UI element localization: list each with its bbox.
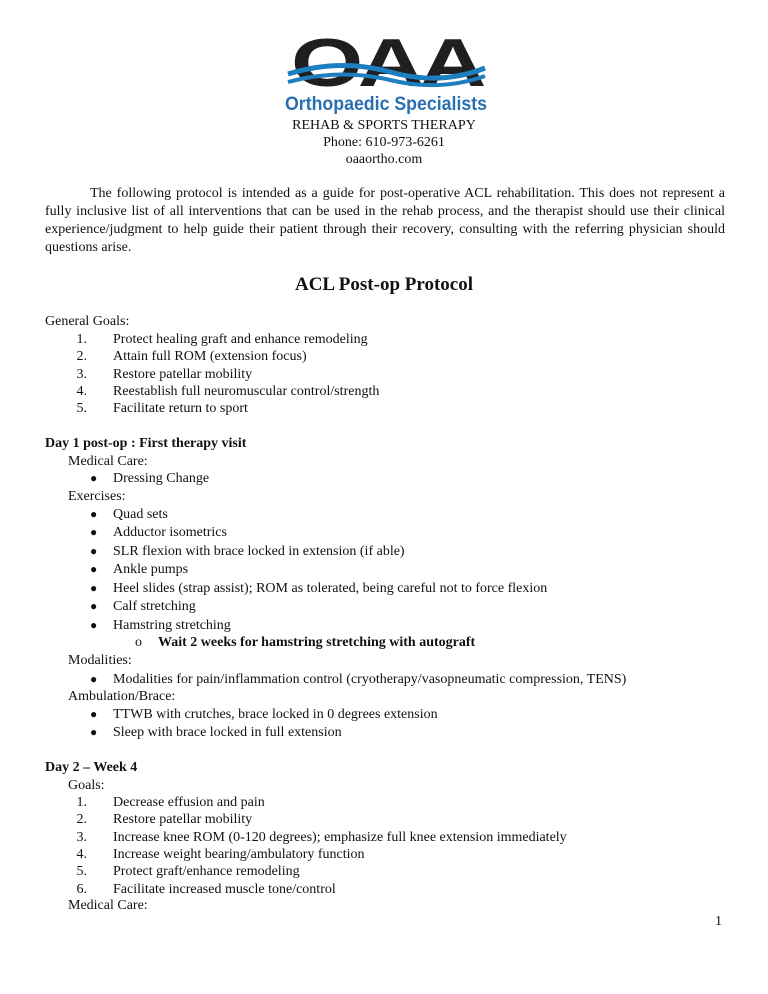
- list-item: ● Heel slides (strap assist); ROM as tolerated, being careful not to force flexion: [90, 581, 548, 596]
- list-item: 1. Decrease effusion and pain: [62, 794, 265, 811]
- list-item: ● Dressing Change: [90, 471, 210, 486]
- day1-modalities-heading: Modalities:: [68, 653, 132, 668]
- list-item: 6. Facilitate increased muscle tone/control: [62, 881, 336, 898]
- intro-paragraph: [45, 185, 725, 257]
- protocol-title: ACL Post-op Protocol: [294, 274, 474, 295]
- bullet-icon: ●: [90, 507, 98, 521]
- day1-exercises-heading: Exercises:: [68, 489, 126, 504]
- list-item: ● Hamstring stretching: [90, 618, 231, 633]
- list-number: 1.: [76, 332, 87, 347]
- list-number: 4.: [76, 847, 87, 862]
- list-number: 6.: [76, 882, 87, 897]
- list-item: ● Calf stretching: [90, 599, 196, 614]
- bullet-icon: ●: [90, 525, 98, 539]
- list-item: ● Adductor isometrics: [90, 525, 227, 540]
- list-number: 4.: [76, 384, 87, 399]
- list-item: ● TTWB with crutches, brace locked in 0 degrees extension: [90, 707, 438, 722]
- list-item: 5. Protect graft/enhance remodeling: [62, 863, 300, 880]
- bullet-icon: ●: [90, 707, 98, 721]
- list-item: 3. Increase knee ROM (0-120 degrees); emphasize full knee extension immediately: [62, 829, 567, 846]
- page-number: 1: [715, 914, 722, 929]
- bullet-icon: ●: [90, 672, 98, 686]
- list-number: 2.: [76, 349, 87, 364]
- day1-heading: Day 1 post-op : First therapy visit: [45, 436, 247, 451]
- day2-goals-heading: Goals:: [68, 778, 105, 793]
- list-number: 2.: [76, 812, 87, 827]
- intro-text: The following protocol is intended as a guide for post-operative ACL rehabilitation. This does not represent a fully inclusive list of all interventions that can be used in the rehab process, and the therapist should use their clinical experience/judgment to help guide their patient through their recovery, consulting with the referring physician should questions arise.: [45, 186, 725, 255]
- list-item: 3. Restore patellar mobility: [62, 366, 252, 383]
- list-item: 2. Restore patellar mobility: [62, 811, 252, 828]
- bullet-icon: ●: [90, 562, 98, 576]
- logo-text: OAA: [291, 28, 485, 101]
- oaa-logo-graphic: [280, 28, 492, 116]
- list-item: ● Quad sets: [90, 507, 168, 522]
- day2-medical-heading: Medical Care:: [68, 898, 148, 913]
- bullet-icon: ●: [90, 544, 98, 558]
- list-number: 1.: [76, 795, 87, 810]
- oaa-logo: [280, 28, 492, 116]
- website: oaaortho.com: [345, 152, 423, 167]
- list-item: 4. Reestablish full neuromuscular control/strength: [62, 383, 379, 400]
- bullet-icon: ●: [90, 471, 98, 485]
- day1-medical-heading: Medical Care:: [68, 454, 148, 469]
- bullet-icon: ●: [90, 599, 98, 613]
- list-number: 5.: [76, 401, 87, 416]
- list-item: 4. Increase weight bearing/ambulatory function: [62, 846, 365, 863]
- circle-bullet-icon: o: [135, 635, 142, 650]
- day1-ambulation-heading: Ambulation/Brace:: [68, 689, 176, 704]
- list-item: ● SLR flexion with brace locked in extension (if able): [90, 544, 405, 559]
- list-item: 2. Attain full ROM (extension focus): [62, 348, 307, 365]
- phone: Phone: 610-973-6261: [323, 135, 445, 150]
- list-item: ● Ankle pumps: [90, 562, 189, 577]
- general-goals-heading: General Goals:: [45, 314, 130, 329]
- bullet-icon: ●: [90, 725, 98, 739]
- list-item: ● Sleep with brace locked in full extension: [90, 725, 342, 740]
- sub-list-item: o Wait 2 weeks for hamstring stretching with autograft: [135, 635, 476, 650]
- org-name: REHAB & SPORTS THERAPY: [292, 118, 476, 133]
- list-number: 3.: [76, 367, 87, 382]
- list-number: 3.: [76, 830, 87, 845]
- bullet-icon: ●: [90, 618, 98, 632]
- list-number: 5.: [76, 864, 87, 879]
- list-item: ● Modalities for pain/inflammation control (cryotherapy/vasopneumatic compression, TENS): [90, 672, 627, 687]
- list-item: 5. Facilitate return to sport: [62, 400, 248, 417]
- logo-subtitle: Orthopaedic Specialists: [285, 94, 487, 115]
- list-item: 1. Protect healing graft and enhance remodeling: [62, 331, 368, 348]
- bullet-icon: ●: [90, 581, 98, 595]
- day2-heading: Day 2 – Week 4: [45, 760, 138, 775]
